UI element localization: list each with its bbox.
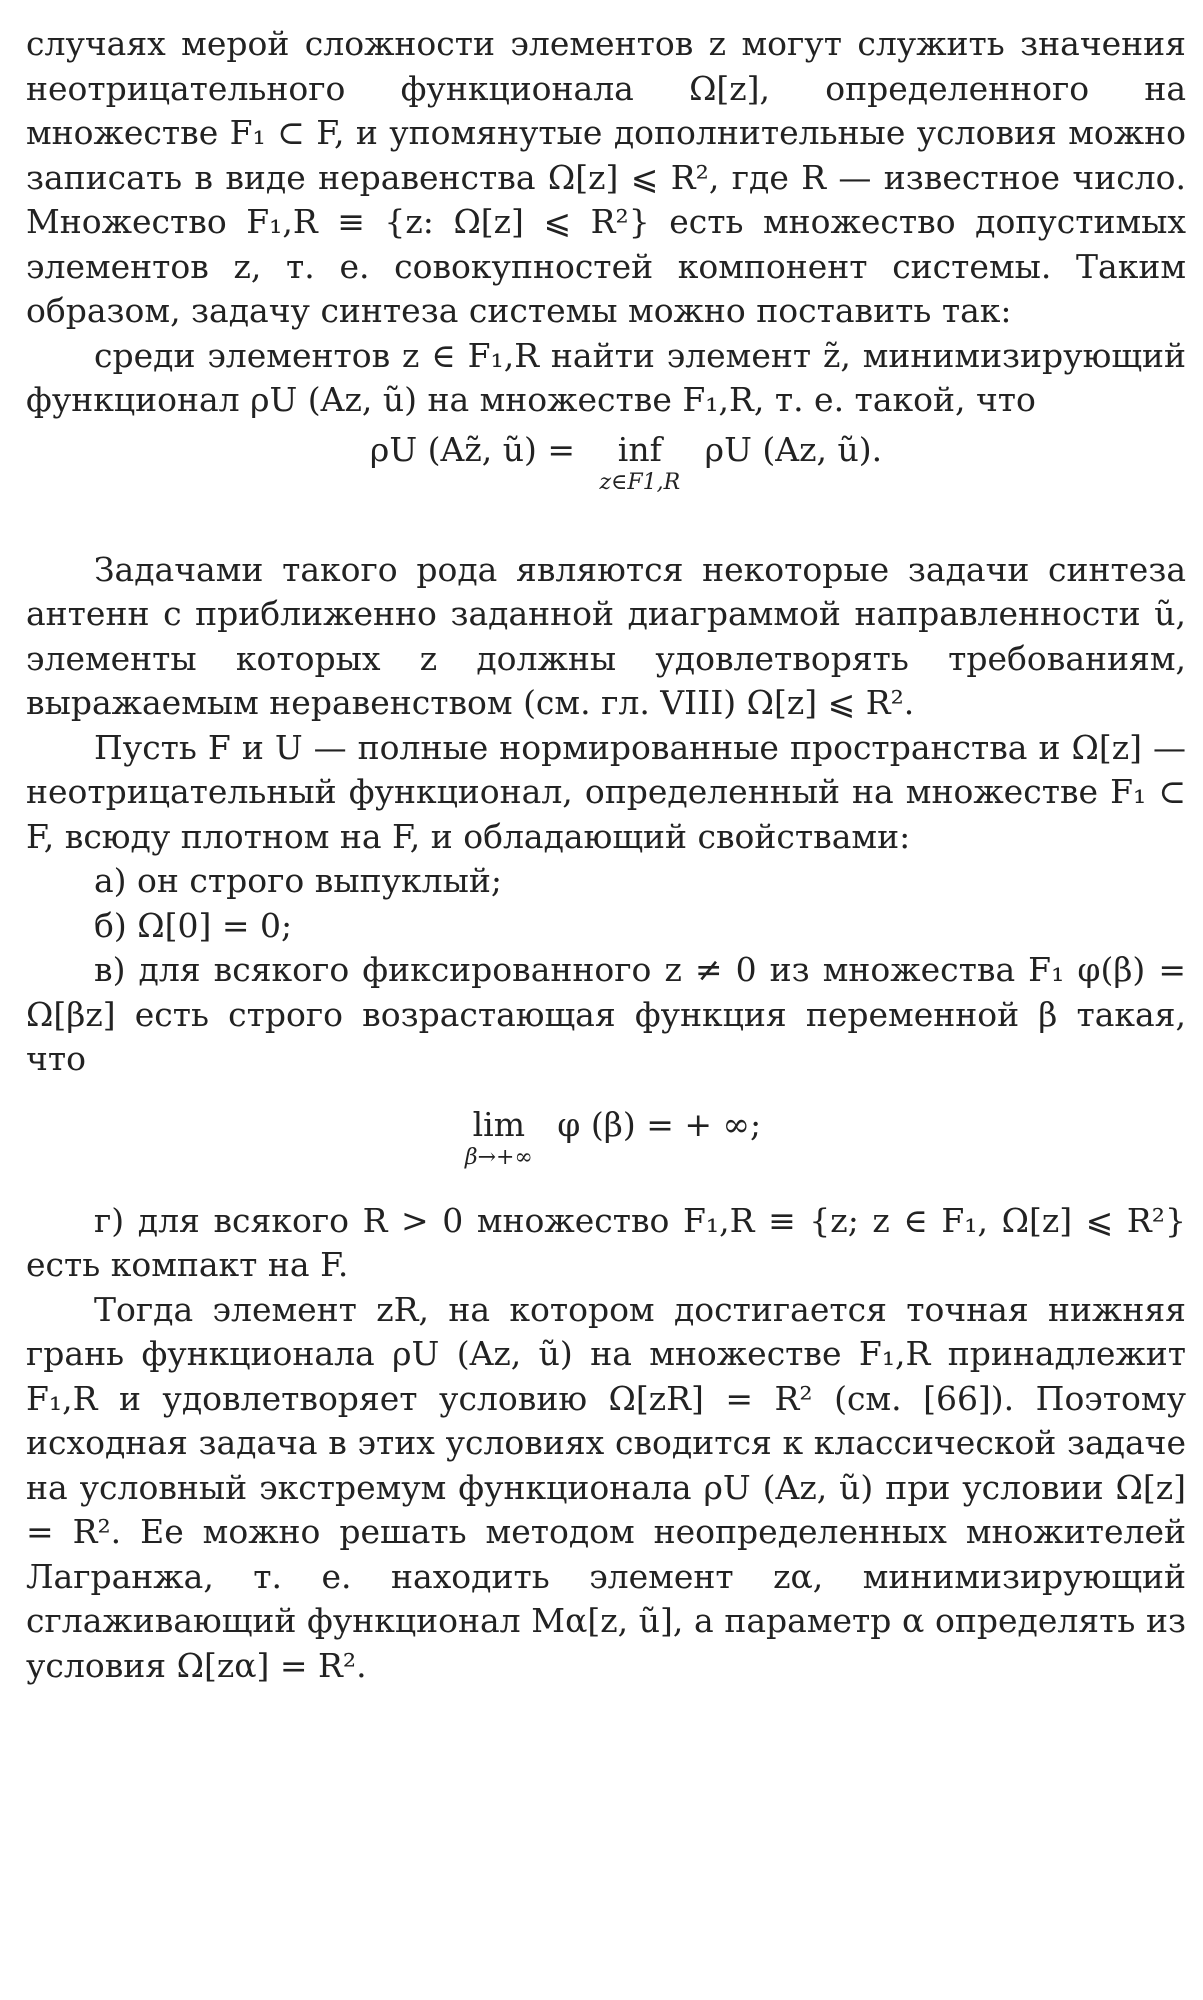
formula-lim [26,1104,1186,1170]
formula-lim-right: φ (β) = + ∞; [557,1104,762,1144]
formula-inf-operator [599,429,681,495]
paragraph-task: среди элементов z ∈ F₁,R найти элемент z̃, минимизирующий функционал ρU (Az, ũ) на множестве F₁,R, т. е. такой, что [26,335,1186,419]
formula-inf-subscript: z∈F1,R [599,469,681,495]
paragraph-assumptions: Пусть F и U — полные нормированные пространства и Ω[z] — неотрицательный функционал, определенный на множестве F₁ ⊂ F, всюду плотном на F, и обладающий свойствами: [26,727,1186,856]
formula-inf-op: inf [617,429,662,469]
document-page [26,22,1186,1688]
formula-inf-left: ρU (Az̃, ũ) = [369,429,575,469]
property-b: б) Ω[0] = 0; [94,905,293,945]
paragraph-intro: случаях мерой сложности элементов z могут служить значения неотрицательного функционала Ω[z], определенного на множестве F₁ ⊂ F, и упомянутые дополнительные условия можно записать в виде неравенства Ω[z] ⩽ R², где R — известное число. Множество F₁,R ≡ {z: Ω[z] ⩽ R²} есть множество допустимых элементов z, т. е. совокупностей компонент системы. Таким образом, задачу синтеза системы можно поставить так: [26,24,1186,330]
formula-inf [26,429,1186,495]
formula-inf-right: ρU (Az, ũ). [704,429,883,469]
formula-lim-subscript: β→+∞ [464,1144,533,1170]
formula-lim-operator [464,1104,533,1170]
property-a: а) он строго выпуклый; [94,861,502,900]
property-v: в) для всякого фиксированного z ≠ 0 из множества F₁ φ(β) = Ω[βz] есть строго возрастающая функция переменной β такая, что [26,950,1186,1078]
paragraph-conclusion: Тогда элемент zR, на котором достигается точная нижняя грань функционала ρU (Az, ũ) на множестве F₁,R принадлежит F₁,R и удовлетворяет условию Ω[zR] = R² (см. [66]). Поэтому исходная задача в этих условиях сводится к классической задаче на условный экстремум функционала ρU (Az, ũ) при условии Ω[z] = R². Ее можно решать методом неопределенных множителей Лагранжа, т. е. находить элемент zα, минимизирующий сглаживающий функционал Mα[z, ũ], а параметр α определять из условия Ω[zα] = R². [26,1289,1186,1685]
formula-lim-op: lim [472,1104,526,1144]
property-g: г) для всякого R > 0 множество F₁,R ≡ {z; z ∈ F₁, Ω[z] ⩽ R²} есть компакт на F. [26,1200,1186,1284]
paragraph-examples: Задачами такого рода являются некоторые задачи синтеза антенн с приближенно заданной диаграммой направленности ũ, элементы которых z должны удовлетворять требованиям, выражаемым неравенством (см. гл. VIII) Ω[z] ⩽ R². [26,549,1186,722]
